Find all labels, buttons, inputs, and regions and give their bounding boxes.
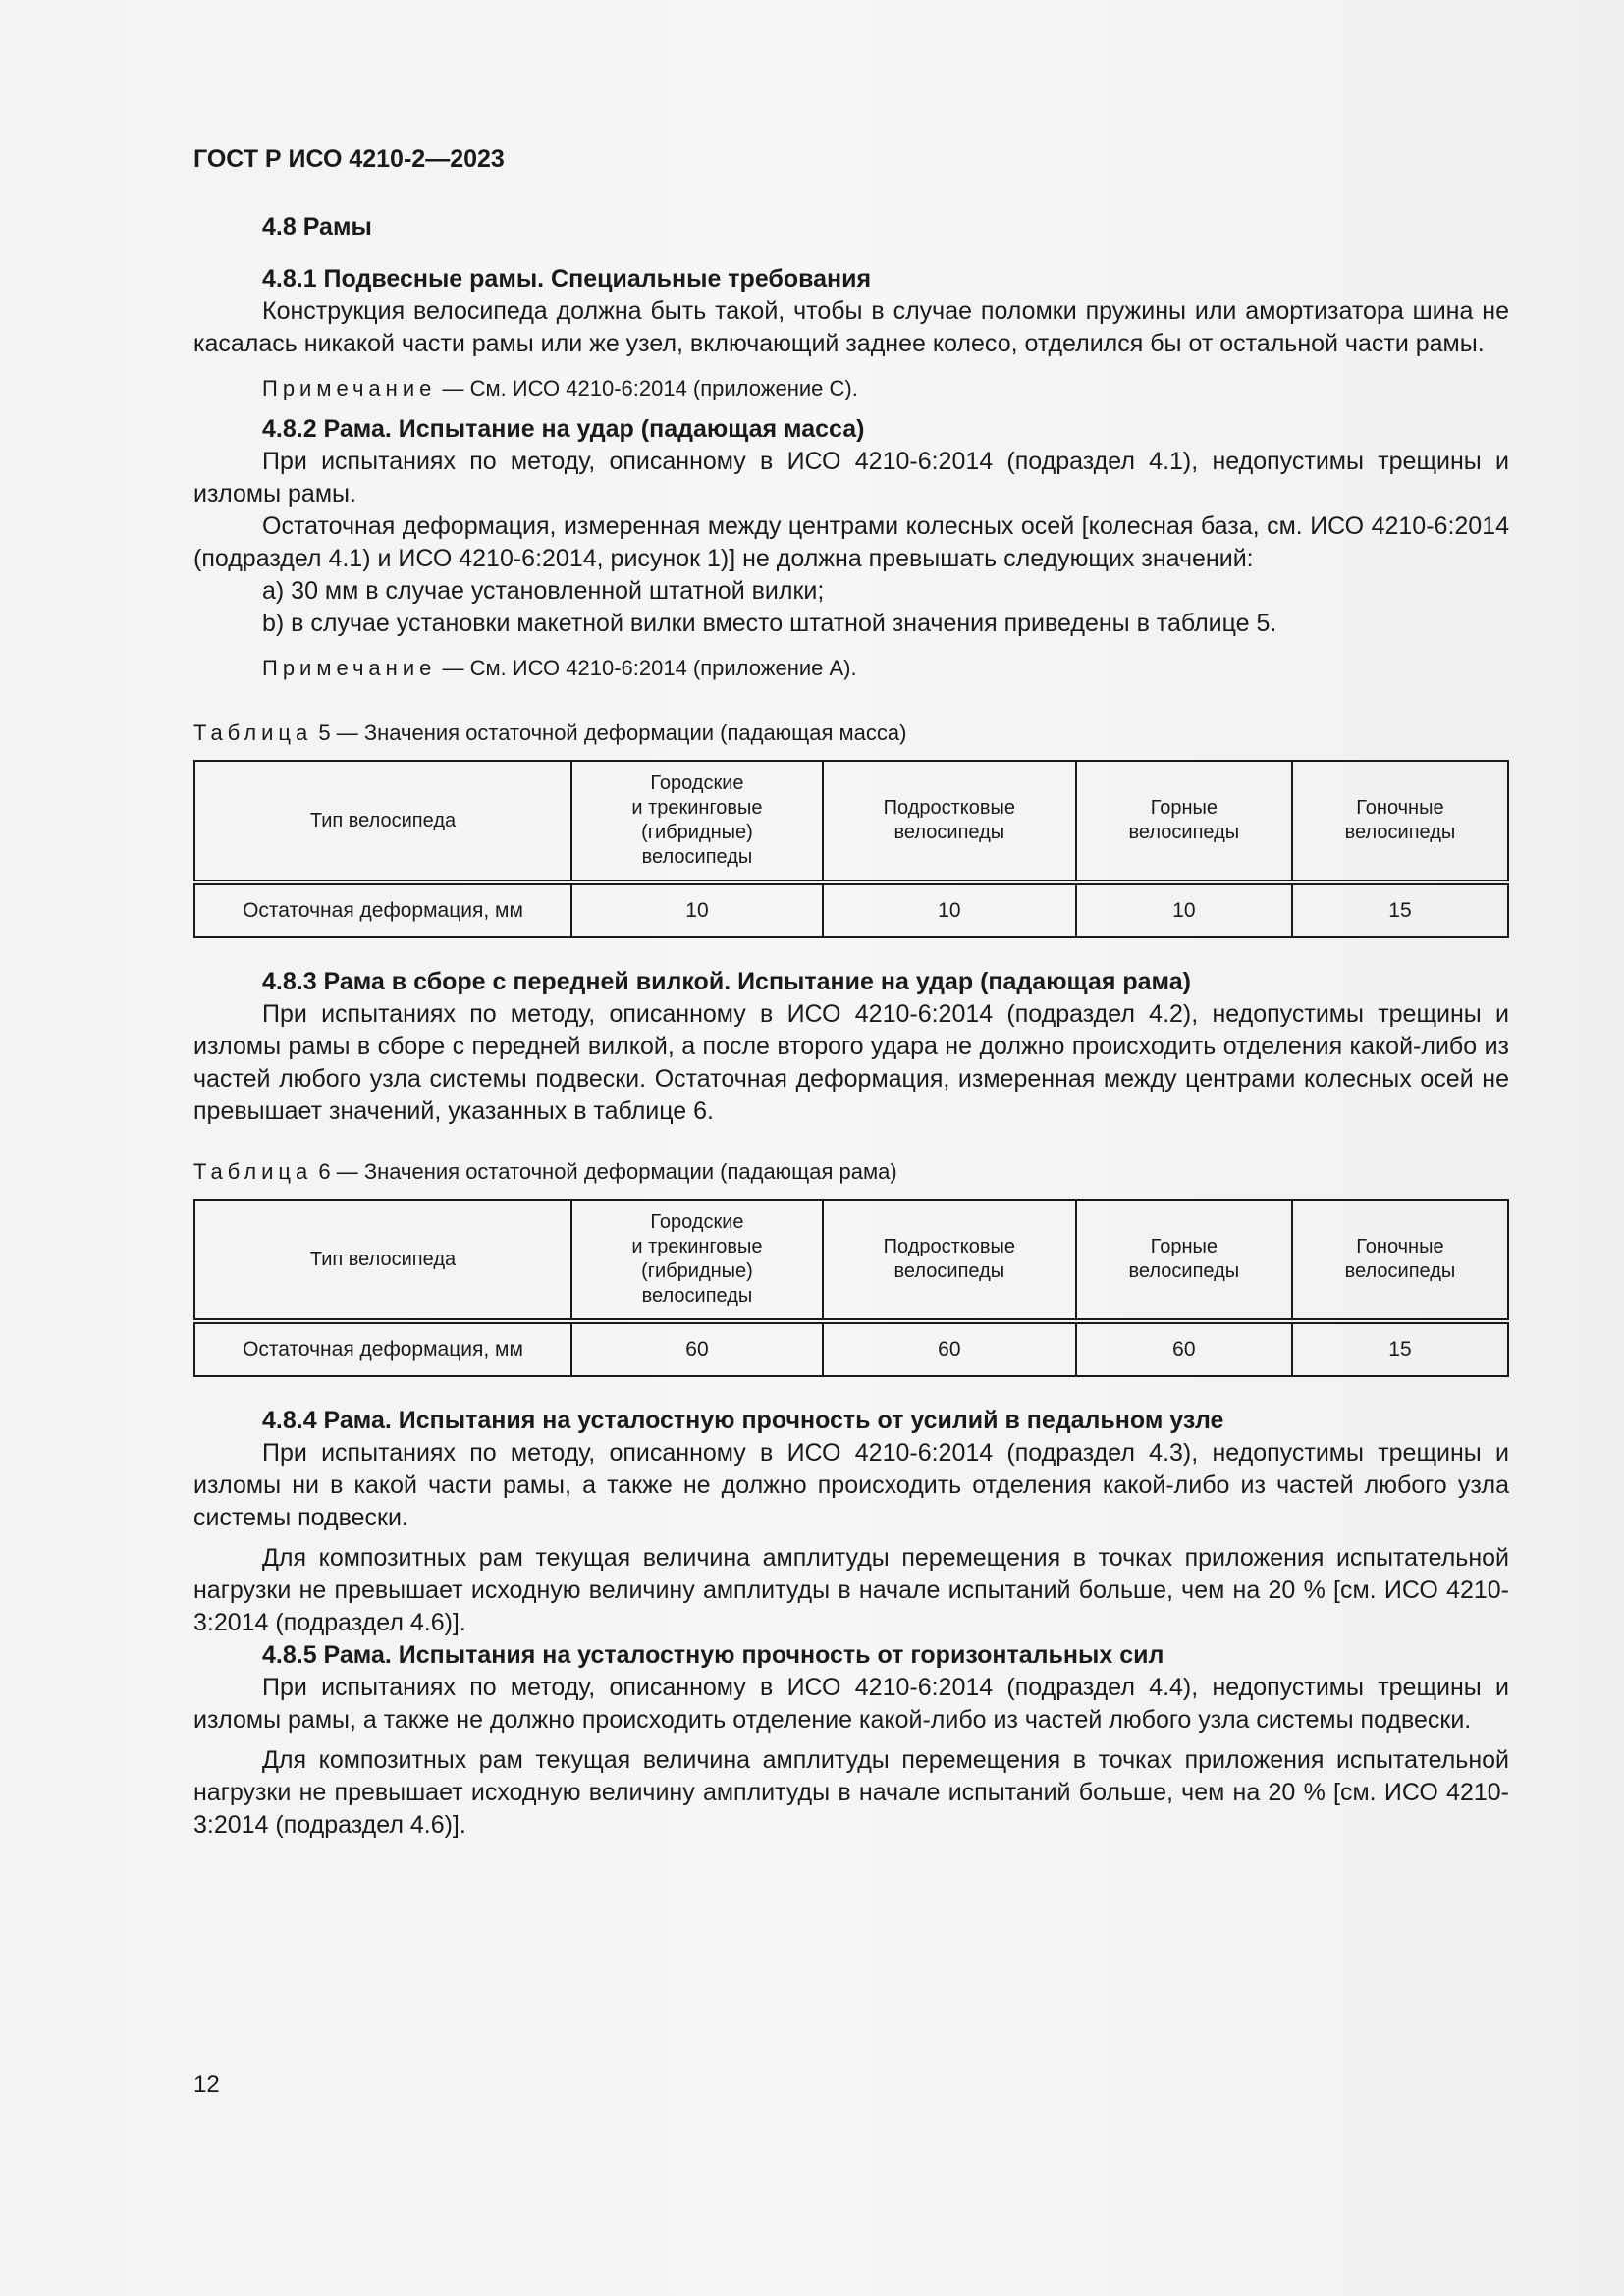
table-cell: 10 [1076, 882, 1292, 937]
table-cell: Остаточная деформация, мм [194, 1321, 571, 1376]
section-4-8-4-p1: При испытаниях по методу, описанному в ИСО 4210-6:2014 (подраздел 4.3), недопустимы трещины и изломы ни в какой части рамы, а также не должно происходить отделения какой-либо из частей любого узла системы подвески. [193, 1439, 1509, 1531]
note-text: — См. ИСО 4210-6:2014 (приложение А). [436, 656, 857, 680]
section-4-8-1-title: 4.8.1 Подвесные рамы. Специальные требования [262, 265, 872, 293]
list-item-b: b) в случае установки макетной вилки вместо штатной значения приведены в таблице 5. [262, 610, 1277, 637]
table-header-cell: Горные велосипеды [1076, 761, 1292, 882]
section-4-8-2-p1: При испытаниях по методу, описанному в ИСО 4210-6:2014 (подраздел 4.1), недопустимы трещины и изломы рамы. [193, 448, 1509, 507]
table-cell: Остаточная деформация, мм [194, 882, 571, 937]
page-number: 12 [193, 2071, 220, 2098]
table-cell: 10 [823, 882, 1076, 937]
page-content [193, 145, 1509, 1842]
section-4-8-5-title: 4.8.5 Рама. Испытания на усталостную прочность от горизонтальных сил [262, 1641, 1164, 1669]
section-4-8-5-p2: Для композитных рам текущая величина амплитуды перемещения в точках приложения испытательной нагрузки не превышает исходную величину амплитуды в начале испытаний больше, чем на 20 % [см. ИСО 4210-3:2014 (подраздел 4.6)]. [193, 1746, 1509, 1839]
table-header-cell: Горные велосипеды [1076, 1200, 1292, 1321]
section-4-8-1-text: Конструкция велосипеда должна быть такой, чтобы в случае поломки пружины или амортизатора шина не касалась никакой части рамы или же узел, включающий заднее колесо, отделился бы от остальной части рамы. [193, 297, 1509, 357]
table-cell: 15 [1292, 882, 1508, 937]
note-4-8-1 [193, 374, 1509, 403]
table-6 [193, 1199, 1509, 1377]
table-header-cell: Тип велосипеда [194, 1200, 571, 1321]
note-label: Примечание [262, 376, 437, 400]
table-5-caption [193, 719, 1509, 748]
table-cell: 15 [1292, 1321, 1508, 1376]
table-row [194, 882, 1508, 937]
section-4-8-2-p2: Остаточная деформация, измеренная между центрами колесных осей [колесная база, см. ИСО 4210-6:2014 (подраздел 4.1) и ИСО 4210-6:2014, рисунок 1)] не должна превышать следующих значений: [193, 512, 1509, 572]
note-text: — См. ИСО 4210-6:2014 (приложение С). [436, 376, 858, 400]
table-caption-label: Таблица [193, 721, 313, 745]
table-row [194, 1321, 1508, 1376]
table-cell: 60 [571, 1321, 823, 1376]
list-item-a: а) 30 мм в случае установленной штатной вилки; [262, 577, 825, 605]
table-cell: 60 [1076, 1321, 1292, 1376]
table-header-cell: Городские и трекинговые (гибридные) велосипеды [571, 1200, 823, 1321]
document-header: ГОСТ Р ИСО 4210-2—2023 [193, 145, 505, 173]
table-caption-text: 5 — Значения остаточной деформации (падающая масса) [312, 721, 907, 745]
section-4-8-2-title: 4.8.2 Рама. Испытание на удар (падающая масса) [262, 415, 865, 443]
table-6-caption [193, 1157, 1509, 1187]
table-header-cell: Гоночные велосипеды [1292, 1200, 1508, 1321]
table-header-cell: Подростковые велосипеды [823, 1200, 1076, 1321]
note-label: Примечание [262, 656, 437, 680]
table-header-row [194, 1200, 1508, 1321]
section-4-8-5-p1: При испытаниях по методу, описанному в ИСО 4210-6:2014 (подраздел 4.4), недопустимы трещины и изломы рамы, а также не должно происходить отделение какой-либо из частей любого узла системы подвески. [193, 1674, 1509, 1734]
note-4-8-2 [193, 654, 1509, 683]
table-header-cell: Городские и трекинговые (гибридные) велосипеды [571, 761, 823, 882]
table-header-cell: Тип велосипеда [194, 761, 571, 882]
table-header-row [194, 761, 1508, 882]
section-4-8-3-title: 4.8.3 Рама в сборе с передней вилкой. Испытание на удар (падающая рама) [262, 968, 1191, 995]
section-4-8-4-title: 4.8.4 Рама. Испытания на усталостную прочность от усилий в педальном узле [262, 1407, 1224, 1434]
table-header-cell: Подростковые велосипеды [823, 761, 1076, 882]
section-4-8-4-p2: Для композитных рам текущая величина амплитуды перемещения в точках приложения испытательной нагрузки не превышает исходную величину амплитуды в начале испытаний больше, чем на 20 % [см. ИСО 4210-3:2014 (подраздел 4.6)]. [193, 1544, 1509, 1636]
table-caption-text: 6 — Значения остаточной деформации (падающая рама) [312, 1159, 897, 1184]
section-4-8-title: 4.8 Рамы [262, 213, 372, 240]
table-header-cell: Гоночные велосипеды [1292, 761, 1508, 882]
section-4-8-3-p1: При испытаниях по методу, описанному в ИСО 4210-6:2014 (подраздел 4.2), недопустимы трещины и изломы рамы в сборе с передней вилкой, а после второго удара не должно происходить отделения какой-либо из частей любого узла системы подвески. Остаточная деформация, измеренная между центрами колесных осей не превышает значений, указанных в таблице 6. [193, 1000, 1509, 1125]
table-5 [193, 760, 1509, 938]
table-cell: 10 [571, 882, 823, 937]
table-caption-label: Таблица [193, 1159, 313, 1184]
table-cell: 60 [823, 1321, 1076, 1376]
